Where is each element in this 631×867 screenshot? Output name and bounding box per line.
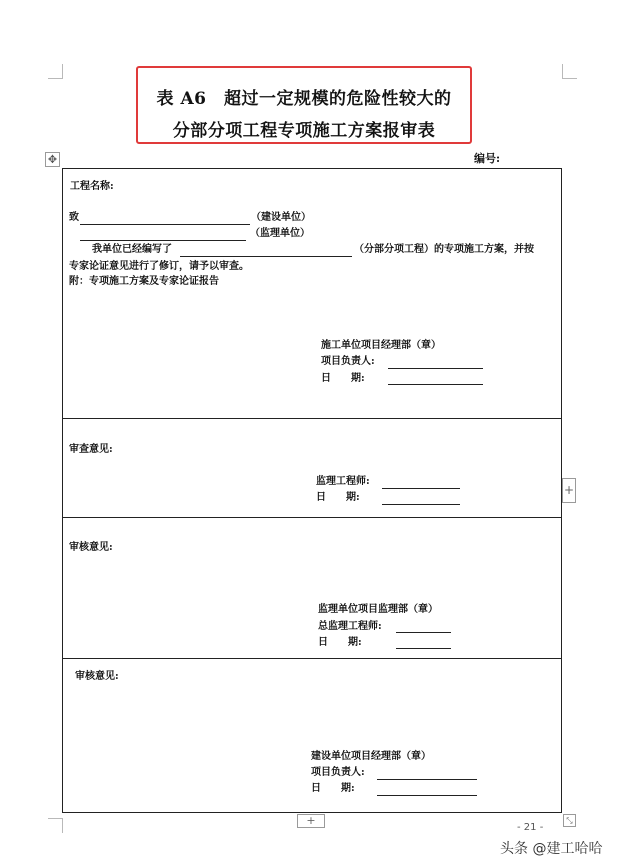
- supervisor-unit-label: （监理单位）: [250, 228, 310, 239]
- body-text-prefix: 我单位已经编写了: [92, 244, 172, 255]
- client-stamp-label: 建设单位项目经理部（章）: [311, 751, 431, 762]
- add-row-button[interactable]: +: [297, 814, 325, 828]
- table-resize-handle-icon[interactable]: ⤡: [563, 814, 576, 827]
- supervising-engineer-label: 监理工程师:: [316, 476, 370, 487]
- contractor-date-blank[interactable]: [388, 384, 483, 385]
- audit-date-label: 日 期:: [318, 637, 362, 648]
- client-date-blank[interactable]: [377, 795, 477, 796]
- page-number: - 21 -: [517, 822, 544, 833]
- chief-engineer-label: 总监理工程师:: [318, 621, 382, 632]
- add-column-button[interactable]: +: [562, 478, 576, 503]
- audit-date-blank[interactable]: [396, 648, 451, 649]
- body-text-line-2: 专家论证意见进行了修订，请予以审查。: [69, 261, 249, 272]
- client-signer-blank[interactable]: [377, 779, 477, 780]
- contractor-date-label: 日 期:: [321, 373, 365, 384]
- form-title-line-2: 分部分项工程专项施工方案报审表: [172, 121, 436, 141]
- row-divider-1: [62, 418, 562, 419]
- table-move-handle-icon[interactable]: ✥: [45, 152, 60, 167]
- subproject-blank[interactable]: [180, 256, 352, 257]
- crop-mark-top-left: [48, 64, 63, 79]
- review-date-blank[interactable]: [382, 504, 460, 505]
- row-divider-3: [62, 658, 562, 659]
- contractor-stamp-label: 施工单位项目经理部（章）: [321, 340, 441, 351]
- project-name-label: 工程名称:: [70, 181, 114, 192]
- review-opinion-label: 审查意见:: [69, 444, 113, 455]
- supervisor-blank[interactable]: [80, 240, 246, 241]
- client-audit-opinion-label: 审核意见:: [75, 671, 119, 682]
- client-date-label: 日 期:: [311, 783, 355, 794]
- audit-opinion-label: 审核意见:: [69, 542, 113, 553]
- contractor-signer-label: 项目负责人:: [321, 356, 375, 367]
- review-date-label: 日 期:: [316, 492, 360, 503]
- client-signer-label: 项目负责人:: [311, 767, 365, 778]
- client-unit-label: （建设单位）: [251, 212, 311, 223]
- title-highlight-box: [136, 66, 472, 144]
- watermark-text: 头条 @建工哈哈: [500, 841, 603, 857]
- body-text-suffix: （分部分项工程）的专项施工方案，并按: [354, 244, 534, 255]
- attachment-text: 附：专项施工方案及专家论证报告: [69, 276, 219, 287]
- client-blank[interactable]: [80, 224, 250, 225]
- chief-engineer-blank[interactable]: [396, 632, 451, 633]
- crop-mark-top-right: [562, 64, 577, 79]
- contractor-signer-blank[interactable]: [388, 368, 483, 369]
- supervision-stamp-label: 监理单位项目监理部（章）: [318, 604, 438, 615]
- row-divider-2: [62, 517, 562, 518]
- crop-mark-bottom-left: [48, 818, 63, 833]
- supervising-engineer-blank[interactable]: [382, 488, 460, 489]
- serial-number-label: 编号:: [474, 152, 501, 165]
- to-label: 致: [69, 212, 79, 223]
- form-title-line-1: 表 A6 超过一定规模的危险性较大的: [156, 89, 452, 109]
